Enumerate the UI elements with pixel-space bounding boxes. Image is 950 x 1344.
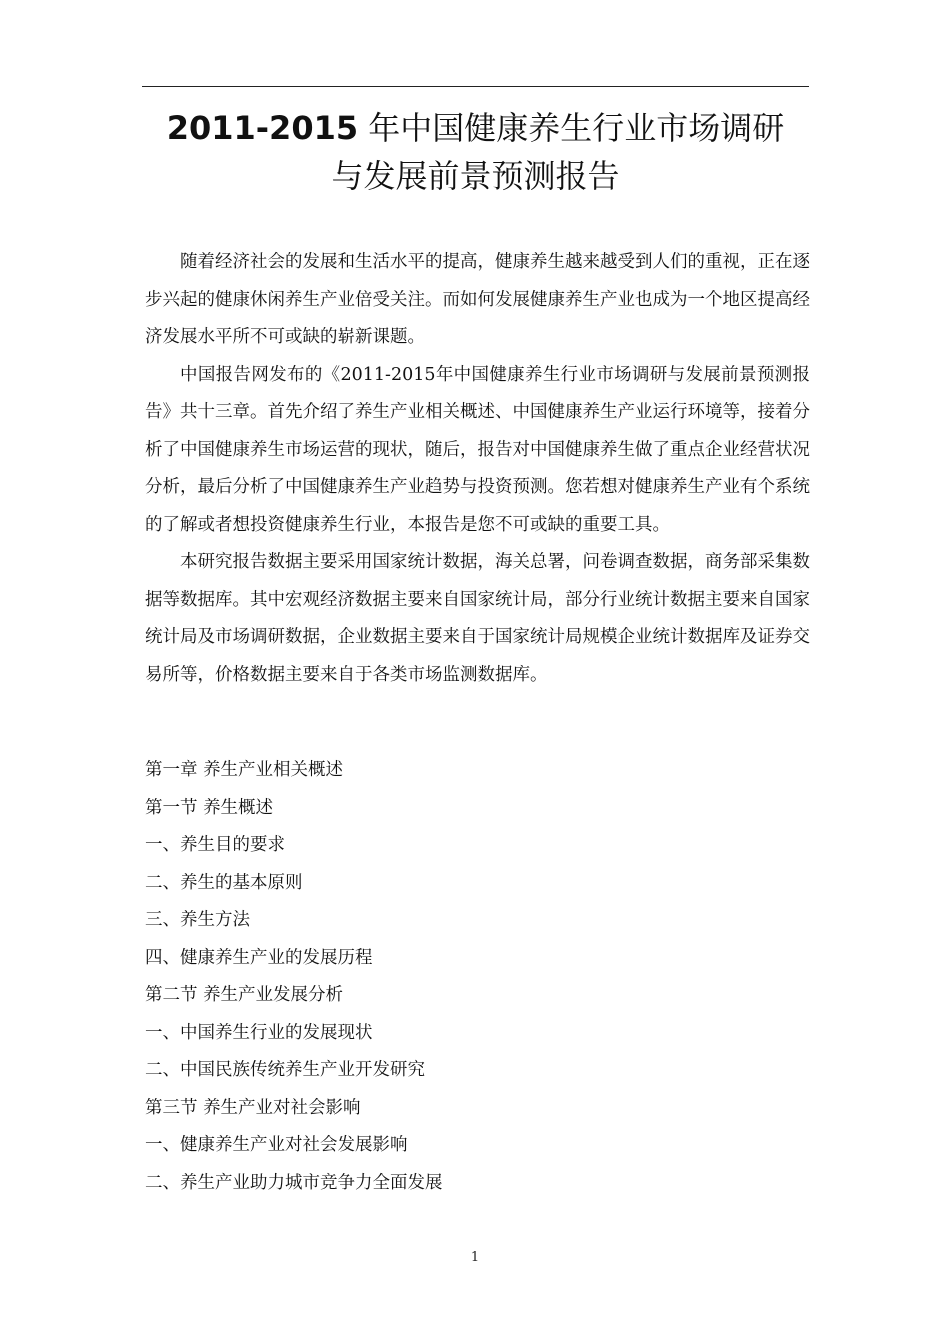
title-line-2: 与发展前景预测报告 [331, 157, 620, 195]
intro-paragraph: 本研究报告数据主要采用国家统计数据，海关总署，问卷调查数据，商务部采集数据等数据库。其中宏观经济数据主要来自国家统计局，部分行业统计数据主要来自国家统计局及市场调研数据，企业数据主要来自于国家统计局规模企业统计数据库及证券交易所等，价格数据主要来自于各类市场监测数据库。 [145, 552, 810, 685]
header-rule [142, 86, 809, 87]
title-line-1 [142, 104, 809, 152]
introduction [145, 244, 810, 694]
toc-chapter: 第一章 养生产业相关概述 [145, 760, 344, 780]
toc-item: 一、养生目的要求 [145, 835, 285, 855]
toc-item: 二、养生的基本原则 [145, 872, 303, 893]
page-number: 1 [470, 1250, 480, 1265]
toc-item: 二、养生产业助力城市竞争力全面发展 [145, 1172, 443, 1193]
table-of-contents [145, 752, 810, 1202]
toc-section: 第一节 养生概述 [145, 797, 274, 818]
toc-item: 四、健康养生产业的发展历程 [145, 947, 373, 968]
toc-item: 三、养生方法 [145, 910, 250, 930]
toc-item: 一、中国养生行业的发展现状 [145, 1022, 373, 1043]
document-title [142, 104, 809, 200]
title-year: 2011-2015 [166, 109, 359, 147]
toc-section: 第三节 养生产业对社会影响 [145, 1097, 361, 1118]
toc-item: 一、健康养生产业对社会发展影响 [145, 1135, 408, 1155]
toc-item: 二、中国民族传统养生产业开发研究 [145, 1060, 425, 1080]
intro-paragraph: 中国报告网发布的《2011-2015年中国健康养生行业市场调研与发展前景预测报告》共十三章。首先介绍了养生产业相关概述、中国健康养生产业运行环境等，接着分析了中国健康养生市场运营的现状，随后，报告对中国健康养生做了重点企业经营状况分析，最后分析了中国健康养生产业趋势与投资预测。您若想对健康养生产业有个系统的了解或者想投资健康养生行业，本报告是您不可或缺的重要工具。 [145, 364, 810, 535]
title-text: 年中国健康养生行业市场调研 [368, 109, 785, 147]
toc-section: 第二节 养生产业发展分析 [145, 985, 344, 1005]
intro-paragraph: 随着经济社会的发展和生活水平的提高，健康养生越来越受到人们的重视，正在逐步兴起的健康休闲养生产业倍受关注。而如何发展健康养生产业也成为一个地区提高经济发展水平所不可或缺的崭新课题。 [145, 252, 810, 347]
